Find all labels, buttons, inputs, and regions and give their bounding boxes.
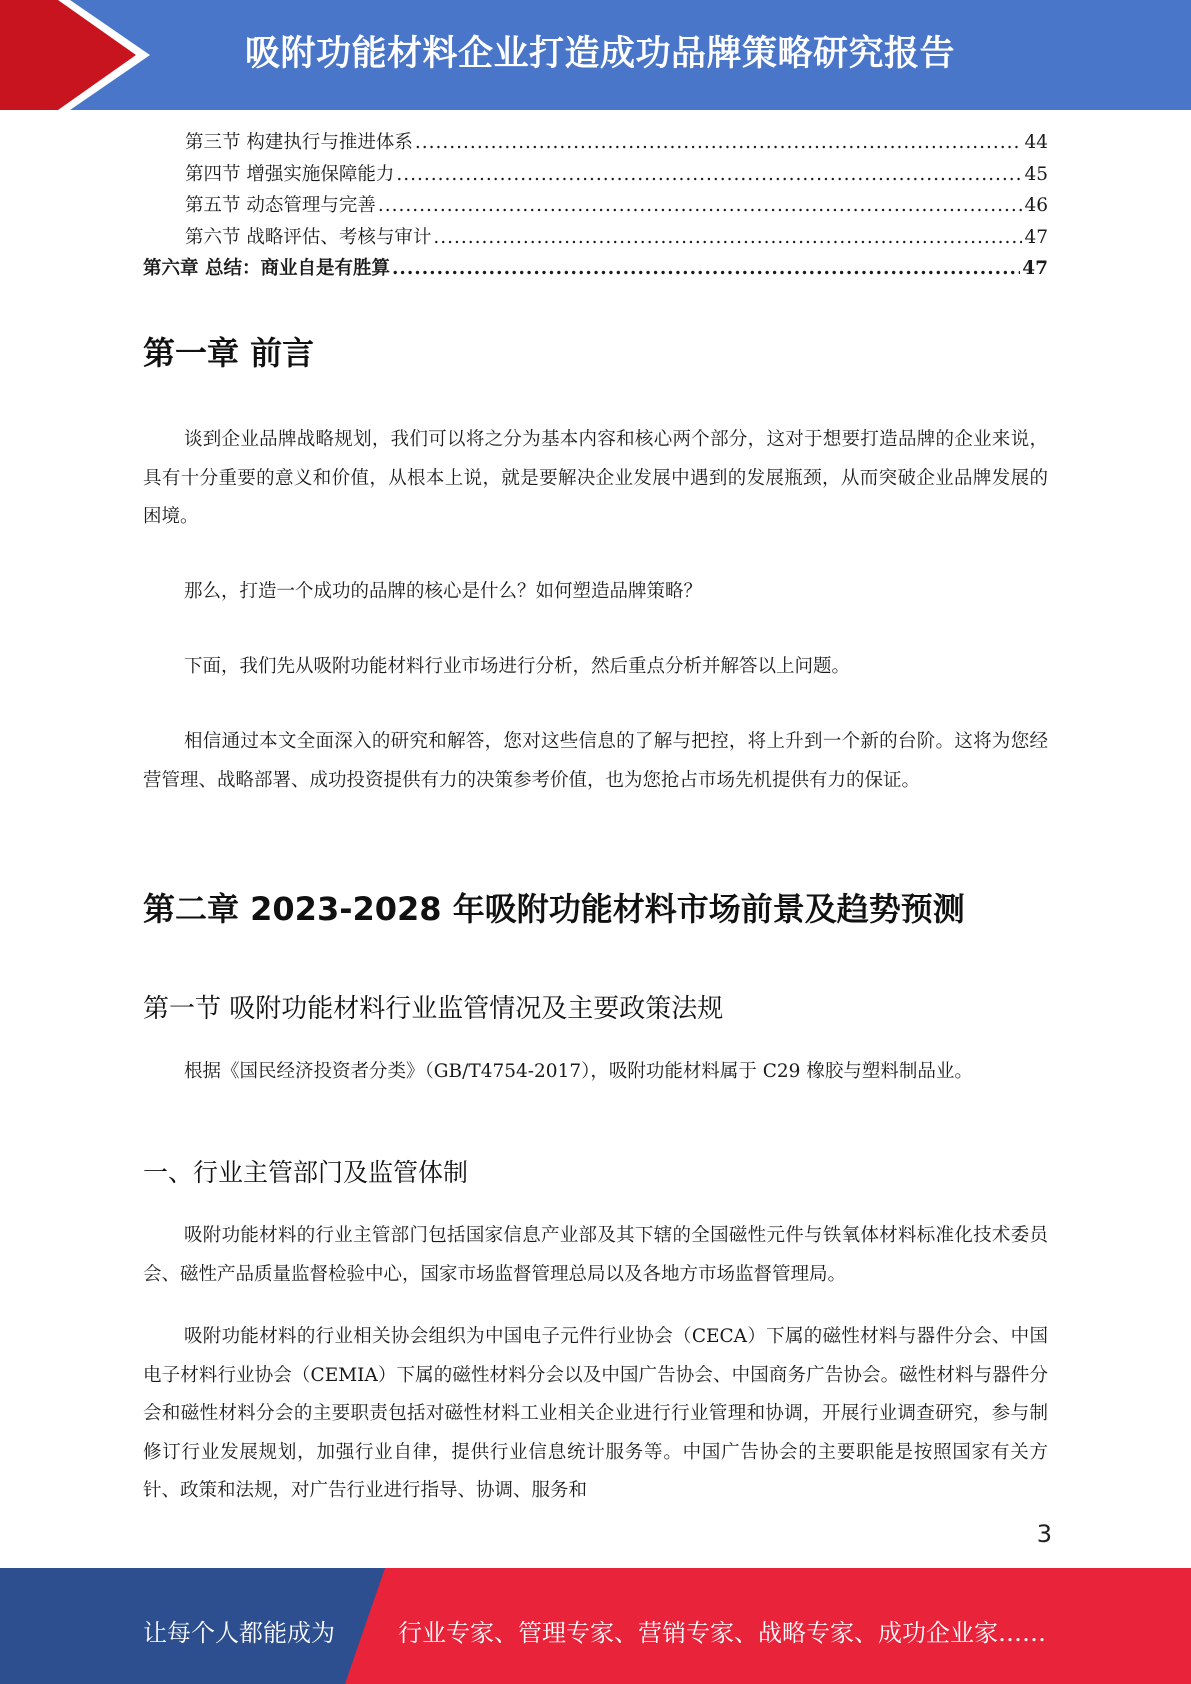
chapter-1-heading: 第一章 前言: [143, 334, 315, 372]
chapter-1-paragraph-2: 那么，打造一个成功的品牌的核心是什么？如何塑造品牌策略？: [184, 581, 703, 602]
chapter-1-paragraph-1: 谈到企业品牌战略规划，我们可以将之分为基本内容和核心两个部分，这对于想要打造品牌的企业来说，具有十分重要的意义和价值，从根本上说，就是要解决企业发展中遇到的发展瓶颈，从而突破企业品牌发展的困境。: [143, 429, 1048, 527]
chapter-2-heading: 第二章 2023-2028 年吸附功能材料市场前景及趋势预测: [143, 890, 965, 928]
subsection-1-heading: 一、行业主管部门及监管体制: [143, 1158, 469, 1187]
footer-band: [0, 1568, 1191, 1684]
section-1-paragraph: 根据《国民经济投资者分类》（GB/T4754-2017），吸附功能材料属于 C29 橡胶与塑料制品业。: [184, 1061, 973, 1082]
toc-leader-dots: [433, 227, 1022, 248]
toc-entry[interactable]: [143, 223, 1048, 255]
section-1-heading: 第一节 吸附功能材料行业监管情况及主要政策法规: [143, 994, 724, 1024]
toc-entry-label: 第六章 总结：商业自是有胜算: [143, 258, 390, 279]
header-band: [0, 0, 1191, 110]
toc-entry-label: 第六节 战略评估、考核与审计: [185, 226, 432, 248]
toc-entry-label: 第三节 构建执行与推进体系: [185, 132, 413, 153]
chapter-1-paragraph-3: 下面，我们先从吸附功能材料行业市场进行分析，然后重点分析并解答以上问题。: [184, 656, 851, 677]
toc-entry-page: 45: [1024, 163, 1048, 185]
toc-entry-page: 47: [1024, 226, 1048, 248]
footer-slogan-left: 让每个人都能成为: [143, 1619, 335, 1647]
toc-entry[interactable]: [143, 191, 1048, 223]
toc-leader-dots: [392, 258, 1020, 279]
toc-entry-page: 44: [1024, 132, 1048, 153]
toc-entry-label: 第五节 动态管理与完善: [185, 195, 376, 216]
toc-leader-dots: [378, 195, 1023, 216]
footer-slogan-right: 行业专家、管理专家、营销专家、战略专家、成功企业家……: [398, 1619, 1046, 1647]
subsection-1-paragraph-1: 吸附功能材料的行业主管部门包括国家信息产业部及其下辖的全国磁性元件与铁氧体材料标准化技术委员会、磁性产品质量监督检验中心，国家市场监督管理总局以及各地方市场监督管理局。: [143, 1225, 1048, 1285]
page-number: 3: [1036, 1520, 1052, 1548]
toc-entry[interactable]: [143, 128, 1048, 160]
toc-entry-page: 46: [1024, 195, 1048, 216]
toc-entry-label: 第四节 增强实施保障能力: [185, 163, 395, 185]
toc-chapter-entry[interactable]: [143, 254, 1048, 286]
toc-leader-dots: [415, 132, 1023, 153]
toc-entry-page: 47: [1022, 258, 1048, 279]
header-title: 吸附功能材料企业打造成功品牌策略研究报告: [245, 34, 956, 74]
subsection-1-paragraph-2: 吸附功能材料的行业相关协会组织为中国电子元件行业协会（CECA）下属的磁性材料与器件分会、中国电子材料行业协会（CEMIA）下属的磁性材料分会以及中国广告协会、中国商务广告协会。磁性材料与器件分会和磁性材料分会的主要职责包括对磁性材料工业相关企业进行行业管理和协调，开展行业调查研究，参与制修订行业发展规划，加强行业自律，提供行业信息统计服务等。中国广告协会的主要职能是按照国家有关方针、政策和法规，对广告行业进行指导、协调、服务和: [143, 1326, 1048, 1501]
toc-entry[interactable]: [143, 160, 1048, 192]
table-of-contents: [143, 128, 1048, 286]
chapter-1-paragraph-4: 相信通过本文全面深入的研究和解答，您对这些信息的了解与把控，将上升到一个新的台阶。这将为您经营管理、战略部署、成功投资提供有力的决策参考价值，也为您抢占市场先机提供有力的保证。: [143, 731, 1048, 791]
toc-leader-dots: [396, 164, 1022, 185]
